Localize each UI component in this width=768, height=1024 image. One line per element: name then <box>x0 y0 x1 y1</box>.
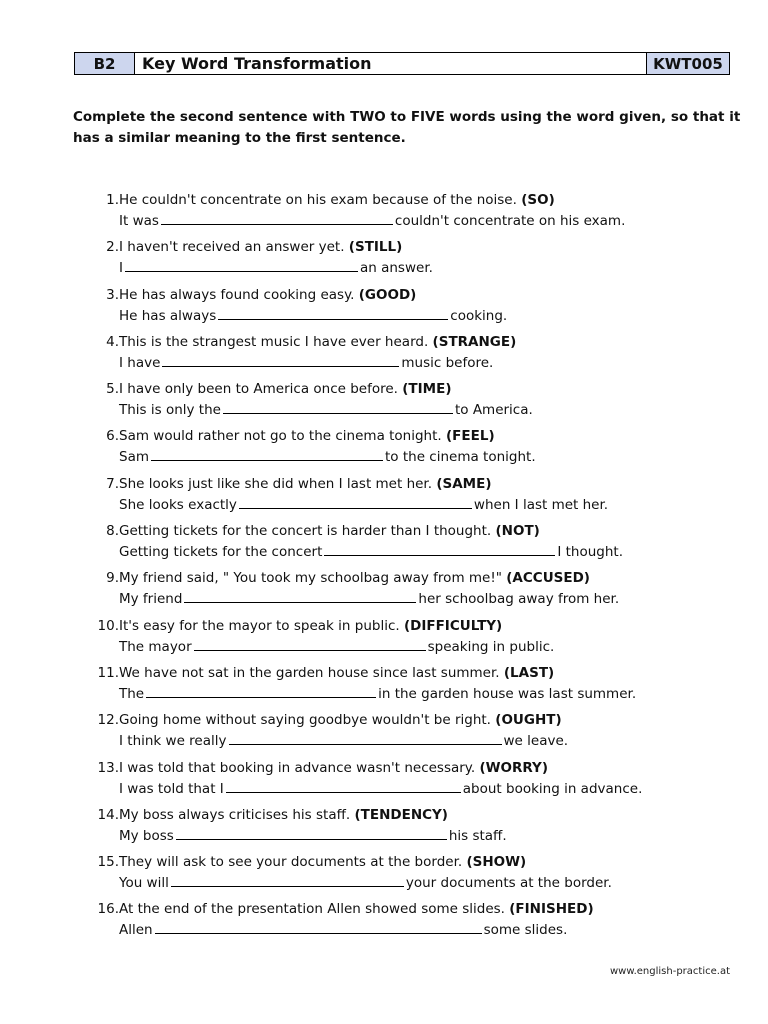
item-body <box>119 190 625 237</box>
item-body <box>119 332 516 379</box>
original-sentence <box>119 710 568 730</box>
transformation-line <box>119 825 507 846</box>
answer-blank[interactable] <box>125 257 358 272</box>
sentence-start: My friend <box>119 591 183 608</box>
sentence-text: Getting tickets for the concert is harder than I thought. <box>119 523 492 540</box>
sentence-start: I <box>119 260 123 277</box>
item-body <box>119 758 642 805</box>
exercise-item <box>90 521 750 568</box>
level-badge: B2 <box>75 53 135 74</box>
answer-blank[interactable] <box>161 210 393 225</box>
item-body <box>119 710 568 757</box>
sentence-text: At the end of the presentation Allen showed some slides. <box>119 901 505 918</box>
answer-blank[interactable] <box>184 588 416 603</box>
sentence-start: She looks exactly <box>119 496 237 513</box>
original-sentence <box>119 237 433 257</box>
key-word: (FINISHED) <box>509 901 594 918</box>
key-word: (SAME) <box>436 475 492 492</box>
sentence-start: The <box>119 685 145 702</box>
sentence-text: She looks just like she did when I last met her. <box>119 475 433 492</box>
sentence-end: her schoolbag away from her. <box>418 591 620 608</box>
key-word: (WORRY) <box>479 759 549 776</box>
transformation-line <box>119 541 623 562</box>
transformation-line <box>119 588 619 609</box>
sentence-end: your documents at the border. <box>405 875 612 892</box>
sentence-end: about booking in advance. <box>462 780 643 797</box>
instructions: Complete the second sentence with TWO to FIVE words using the word given, so that it has a similar meaning to the first sentence. <box>73 109 741 146</box>
sentence-end: an answer. <box>359 260 433 277</box>
original-sentence <box>119 521 623 541</box>
key-word: (STRANGE) <box>432 333 517 350</box>
exercise-item <box>90 616 750 663</box>
sentence-end: in the garden house was last summer. <box>378 685 637 702</box>
item-number: 13. <box>97 759 119 776</box>
exercise-item <box>90 379 750 426</box>
sentence-end: we leave. <box>503 733 569 750</box>
sentence-start: I have <box>119 354 161 371</box>
sentence-start: I think we really <box>119 733 227 750</box>
item-body <box>119 616 554 663</box>
sentence-end: couldn't concentrate on his exam. <box>394 213 626 229</box>
sentence-text: We have not sat in the garden house since last summer. <box>119 664 500 681</box>
exercise-item <box>90 663 750 710</box>
key-word: (SHOW) <box>466 854 527 871</box>
exercise-item <box>90 568 750 615</box>
exercise-item <box>90 899 750 946</box>
sentence-text: He couldn't concentrate on his exam because of the noise. <box>119 192 517 208</box>
key-word: (TIME) <box>402 381 452 398</box>
original-sentence <box>119 758 642 778</box>
sentence-text: Going home without saying goodbye wouldn't be right. <box>119 712 491 729</box>
sentence-end: cooking. <box>450 307 508 324</box>
exercise-item <box>90 285 750 332</box>
key-word: (GOOD) <box>358 286 417 303</box>
item-number: 15. <box>97 854 119 871</box>
worksheet-title: Key Word Transformation <box>135 53 647 74</box>
original-sentence <box>119 332 516 352</box>
exercise-item <box>90 758 750 805</box>
item-number: 2. <box>106 239 119 256</box>
original-sentence <box>119 379 533 399</box>
transformation-line <box>119 257 433 278</box>
exercise-item <box>90 190 750 237</box>
item-body <box>119 285 507 332</box>
answer-blank[interactable] <box>151 446 383 461</box>
transformation-line <box>119 399 533 420</box>
exercise-item <box>90 426 750 473</box>
answer-blank[interactable] <box>162 352 399 367</box>
worksheet-code: KWT005 <box>647 53 729 74</box>
item-number: 11. <box>97 664 119 681</box>
key-word: (LAST) <box>503 664 555 681</box>
sentence-text: He has always found cooking easy. <box>119 286 355 303</box>
transformation-line <box>119 778 642 799</box>
sentence-start: My boss <box>119 827 174 844</box>
footer-url: www.english-practice.at <box>609 966 730 977</box>
original-sentence <box>119 805 507 825</box>
sentence-text: I have only been to America once before. <box>119 381 398 398</box>
item-body <box>119 805 507 852</box>
sentence-end: music before. <box>401 354 494 371</box>
sentence-text: I was told that booking in advance wasn't necessary. <box>119 759 476 776</box>
item-body <box>119 426 536 473</box>
sentence-end: when I last met her. <box>473 496 609 513</box>
sentence-start: Getting tickets for the concert <box>119 544 323 561</box>
answer-blank[interactable] <box>223 399 453 414</box>
original-sentence <box>119 616 554 636</box>
original-sentence <box>119 474 608 494</box>
item-number: 4. <box>106 333 119 350</box>
answer-blank[interactable] <box>194 636 426 651</box>
key-word: (OUGHT) <box>495 712 562 729</box>
sentence-text: Sam would rather not go to the cinema tonight. <box>119 428 442 445</box>
item-body <box>119 379 533 426</box>
key-word: (NOT) <box>495 523 540 540</box>
key-word: (SO) <box>521 192 555 208</box>
sentence-end: his staff. <box>448 827 507 844</box>
sentence-start: This is only the <box>119 402 221 419</box>
item-body <box>119 852 612 899</box>
transformation-line <box>119 683 636 704</box>
key-word: (ACCUSED) <box>506 570 590 587</box>
item-number: 1. <box>106 192 119 208</box>
item-number: 3. <box>106 286 119 303</box>
exercise-item <box>90 237 750 284</box>
key-word: (FEEL) <box>446 428 495 445</box>
transformation-line <box>119 352 516 373</box>
original-sentence <box>119 852 612 872</box>
transformation-line <box>119 919 594 940</box>
exercise-item <box>90 852 750 899</box>
original-sentence <box>119 190 625 210</box>
answer-blank[interactable] <box>176 825 447 840</box>
item-number: 12. <box>97 712 119 729</box>
exercise-item <box>90 332 750 379</box>
transformation-line <box>119 494 608 515</box>
item-number: 10. <box>97 617 119 634</box>
sentence-text: My friend said, " You took my schoolbag away from me!" <box>119 570 502 587</box>
exercise-item <box>90 710 750 757</box>
sentence-text: This is the strangest music I have ever heard. <box>119 333 429 350</box>
item-number: 5. <box>106 381 119 398</box>
item-number: 14. <box>97 806 119 823</box>
sentence-end: I thought. <box>557 544 624 561</box>
item-number: 9. <box>106 570 119 587</box>
sentence-start: He has always <box>119 307 217 324</box>
item-number: 16. <box>97 901 119 918</box>
item-number: 8. <box>106 523 119 540</box>
worksheet-header <box>74 52 730 75</box>
transformation-line <box>119 636 554 657</box>
item-body <box>119 237 433 284</box>
key-word: (DIFFICULTY) <box>403 617 503 634</box>
sentence-text: I haven't received an answer yet. <box>119 239 345 256</box>
sentence-end: speaking in public. <box>427 638 555 655</box>
answer-blank[interactable] <box>239 494 472 509</box>
item-body <box>119 899 594 946</box>
original-sentence <box>119 899 594 919</box>
item-number: 7. <box>106 475 119 492</box>
sentence-text: They will ask to see your documents at the border. <box>119 854 463 871</box>
transformation-line <box>119 305 507 326</box>
item-body <box>119 568 619 615</box>
answer-blank[interactable] <box>218 305 448 320</box>
sentence-end: to the cinema tonight. <box>385 449 536 466</box>
exercise-item <box>90 805 750 852</box>
sentence-start: Allen <box>119 922 153 939</box>
answer-blank[interactable] <box>155 919 482 934</box>
transformation-line <box>119 210 625 231</box>
item-body <box>119 474 608 521</box>
original-sentence <box>119 426 536 446</box>
item-body <box>119 521 623 568</box>
answer-blank[interactable] <box>171 872 404 887</box>
sentence-start: It was <box>119 213 159 229</box>
sentence-start: I was told that I <box>119 780 224 797</box>
sentence-end: some slides. <box>483 922 568 939</box>
sentence-start: You will <box>119 875 169 892</box>
item-number: 6. <box>106 428 119 445</box>
transformation-line <box>119 446 536 467</box>
sentence-start: Sam <box>119 449 149 466</box>
sentence-text: My boss always criticises his staff. <box>119 806 351 823</box>
original-sentence <box>119 663 636 683</box>
sentence-text: It's easy for the mayor to speak in public. <box>119 617 400 634</box>
item-body <box>119 663 636 710</box>
answer-blank[interactable] <box>324 541 555 556</box>
transformation-line <box>119 730 568 751</box>
sentence-start: The mayor <box>119 638 192 655</box>
exercise-list <box>90 190 750 947</box>
transformation-line <box>119 872 612 893</box>
answer-blank[interactable] <box>146 683 376 698</box>
exercise-item <box>90 474 750 521</box>
original-sentence <box>119 568 619 588</box>
key-word: (STILL) <box>348 239 403 256</box>
sentence-end: to America. <box>454 402 533 419</box>
original-sentence <box>119 285 507 305</box>
answer-blank[interactable] <box>229 730 502 745</box>
key-word: (TENDENCY) <box>354 806 448 823</box>
answer-blank[interactable] <box>226 778 461 793</box>
